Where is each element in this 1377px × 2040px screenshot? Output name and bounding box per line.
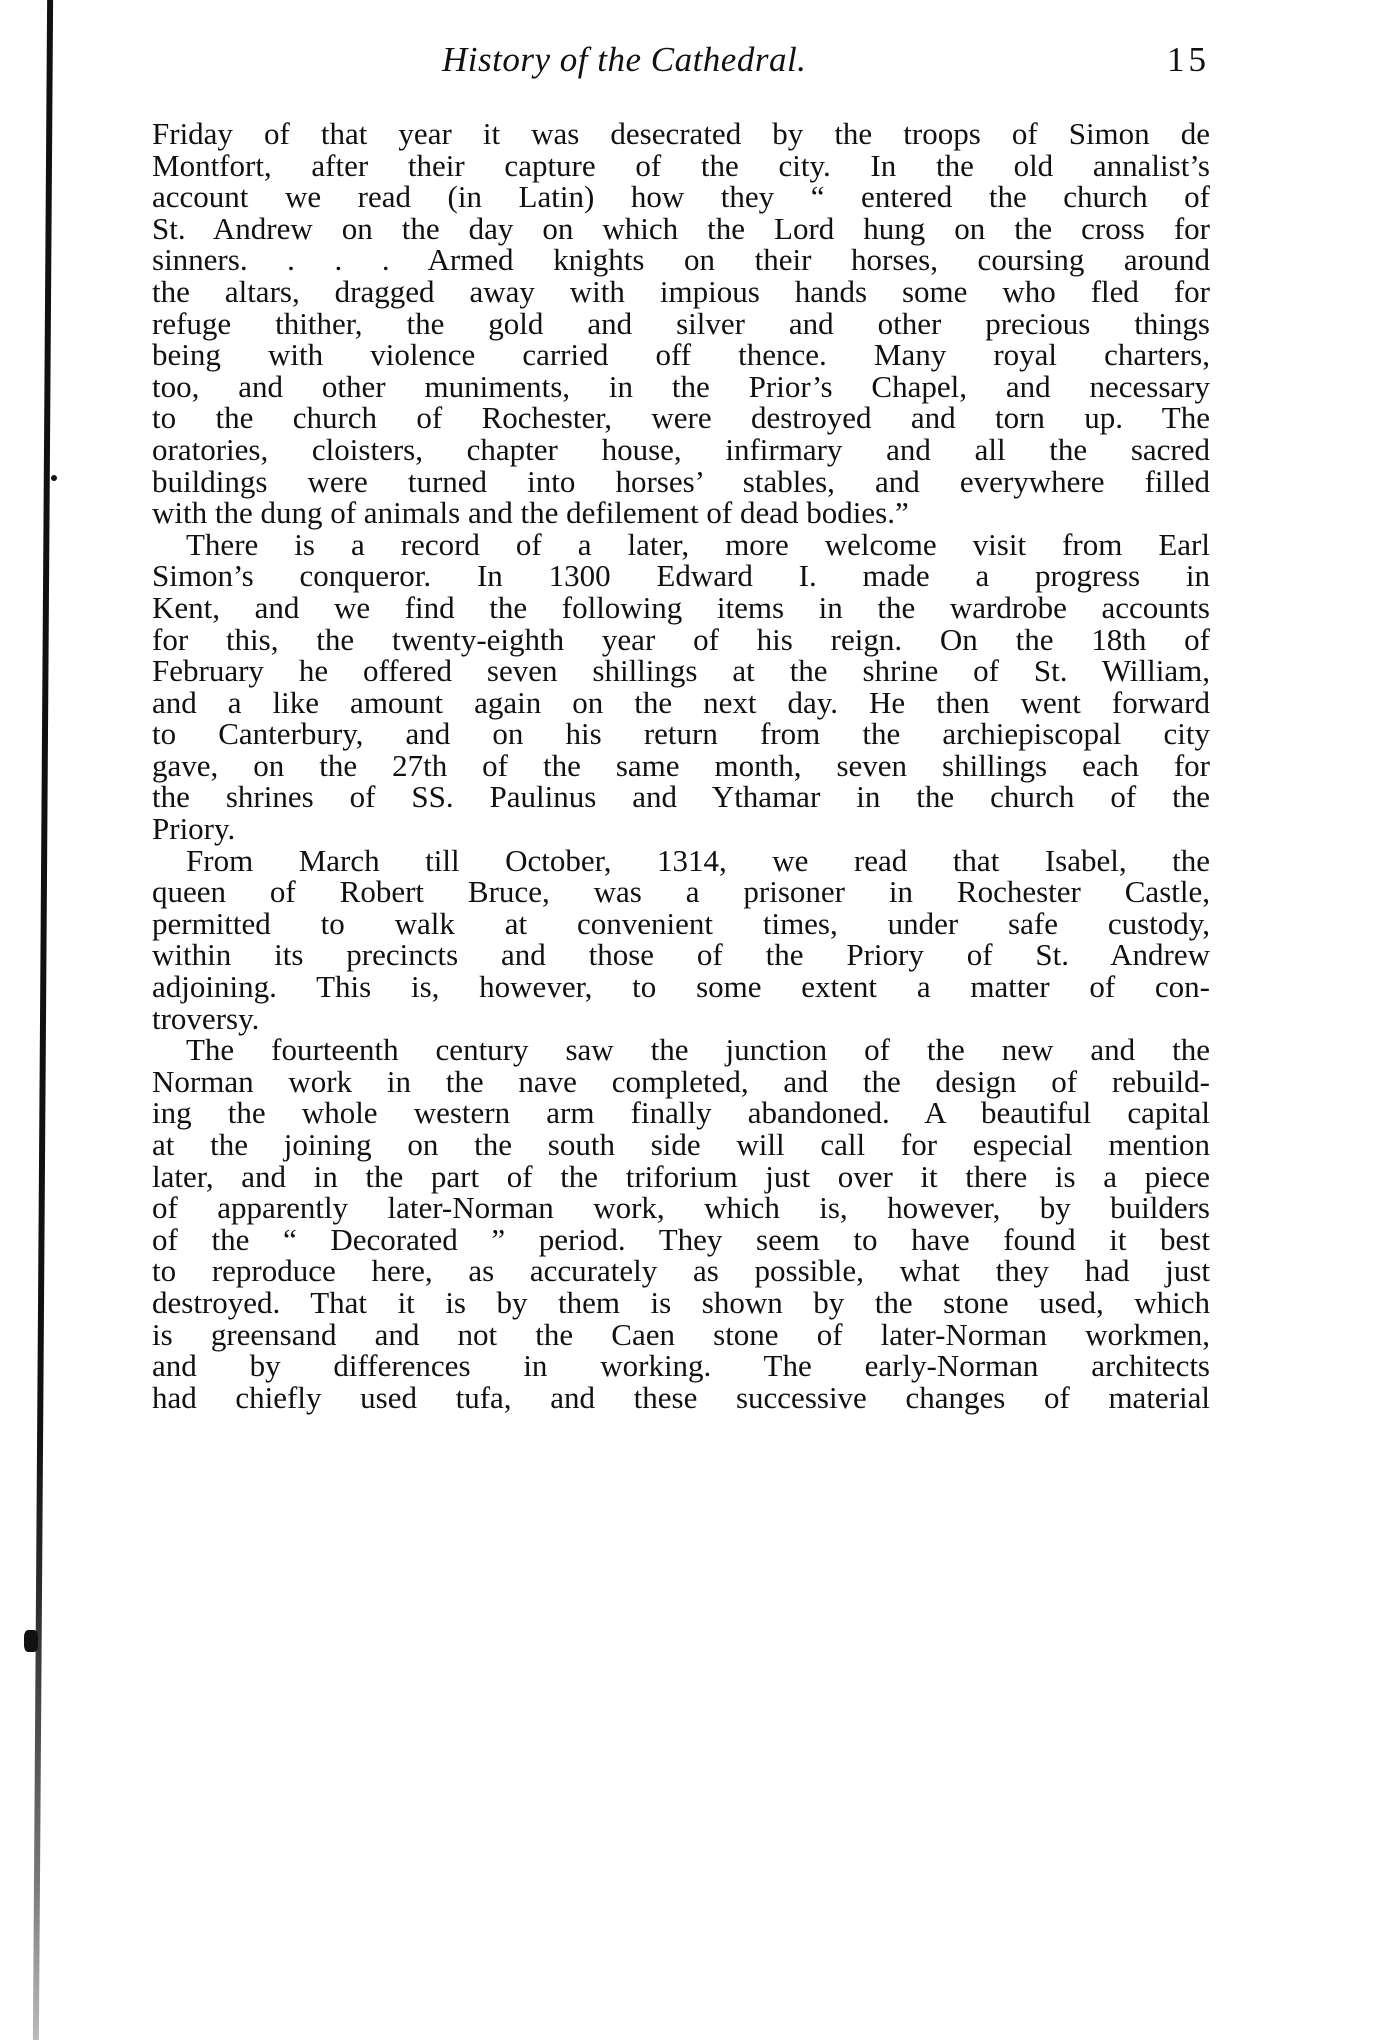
text-line: for this, the twenty-eighth year of his reign. On the 18th of bbox=[152, 621, 1210, 657]
body-text bbox=[152, 118, 1210, 1413]
text-line: From March till October, 1314, we read that Isabel, the bbox=[186, 842, 1210, 878]
text-line: oratories, cloisters, chapter house, infirmary and all the sacred bbox=[152, 431, 1210, 467]
text-line: St. Andrew on the day on which the Lord hung on the cross for bbox=[152, 210, 1210, 246]
text-line: queen of Robert Bruce, was a prisoner in Rochester Castle, bbox=[152, 874, 1210, 910]
text-line: of apparently later-Norman work, which is, however, by builders bbox=[152, 1190, 1210, 1226]
running-title: History of the Cathedral. bbox=[442, 40, 807, 79]
text-line: at the joining on the south side will call for especial mention bbox=[152, 1127, 1210, 1162]
text-line: Friday of that year it was desecrated by the troops of Simon de bbox=[152, 116, 1210, 151]
text-line: within its precincts and those of the Priory of St. Andrew bbox=[152, 937, 1210, 973]
page-number: 15 bbox=[1167, 40, 1210, 79]
text-line: adjoining. This is, however, to some extent a matter of con- bbox=[152, 969, 1210, 1005]
text-line: sinners. . . . Armed knights on their horses, coursing around bbox=[152, 242, 1210, 278]
text-line: The fourteenth century saw the junction of the new and the bbox=[186, 1032, 1210, 1068]
text-line: being with violence carried off thence. Many royal charters, bbox=[152, 337, 1210, 373]
text-line: refuge thither, the gold and silver and other precious things bbox=[152, 305, 1210, 341]
text-line: buildings were turned into horses’ stables, and everywhere filled bbox=[152, 463, 1210, 499]
scan-binding-edge bbox=[33, 0, 53, 2040]
paragraph bbox=[152, 1034, 1210, 1413]
text-line: Kent, and we find the following items in the wardrobe accounts bbox=[152, 589, 1210, 625]
text-line: had chiefly used tufa, and these successive changes of material bbox=[152, 1379, 1210, 1415]
text-line: ing the whole western arm finally abandoned. A beautiful capital bbox=[152, 1095, 1210, 1131]
text-line: and by differences in working. The early-Norman architects bbox=[152, 1348, 1210, 1384]
paragraph bbox=[152, 118, 1210, 529]
text-line: There is a record of a later, more welcome visit from Earl bbox=[186, 526, 1210, 562]
text-line: and a like amount again on the next day. He then went forward bbox=[152, 684, 1210, 720]
text-line: the shrines of SS. Paulinus and Ythamar in the church of the bbox=[152, 779, 1210, 815]
paragraph bbox=[152, 842, 1210, 1036]
text-line: later, and in the part of the triforium just over it there is a piece bbox=[152, 1158, 1210, 1194]
text-line: is greensand and not the Caen stone of later-Norman workmen, bbox=[152, 1316, 1210, 1352]
text-line: Norman work in the nave completed, and the design of rebuild- bbox=[152, 1063, 1210, 1099]
text-line: destroyed. That it is by them is shown by the stone used, which bbox=[152, 1284, 1210, 1320]
scan-speck bbox=[51, 475, 57, 481]
text-line: too, and other muniments, in the Prior’s Chapel, and necessary bbox=[152, 368, 1210, 404]
paragraph bbox=[152, 526, 1210, 847]
running-head bbox=[152, 40, 1210, 90]
text-line: the altars, dragged away with impious hands some who fled for bbox=[152, 273, 1210, 309]
text-line: Montfort, after their capture of the city. In the old annalist’s bbox=[152, 147, 1210, 183]
text-line: troversy. bbox=[152, 1000, 260, 1036]
text-line: to reproduce here, as accurately as possible, what they had just bbox=[152, 1253, 1210, 1289]
text-line: to the church of Rochester, were destroyed and torn up. The bbox=[152, 400, 1210, 436]
text-line: permitted to walk at convenient times, under safe custody, bbox=[152, 905, 1210, 941]
text-line: to Canterbury, and on his return from the archiepiscopal city bbox=[152, 716, 1210, 752]
text-line: gave, on the 27th of the same month, seven shillings each for bbox=[152, 747, 1210, 783]
text-line: Priory. bbox=[152, 811, 236, 847]
text-line: account we read (in Latin) how they “ entered the church of bbox=[152, 179, 1210, 215]
text-line: with the dung of animals and the defilement of dead bodies.” bbox=[152, 495, 909, 531]
text-line: of the “ Decorated ” period. They seem to have found it best bbox=[152, 1221, 1210, 1257]
text-line: Simon’s conqueror. In 1300 Edward I. made a progress in bbox=[152, 558, 1210, 594]
text-line: February he offered seven shillings at the shrine of St. William, bbox=[152, 653, 1210, 689]
scan-blot bbox=[24, 1630, 38, 1652]
